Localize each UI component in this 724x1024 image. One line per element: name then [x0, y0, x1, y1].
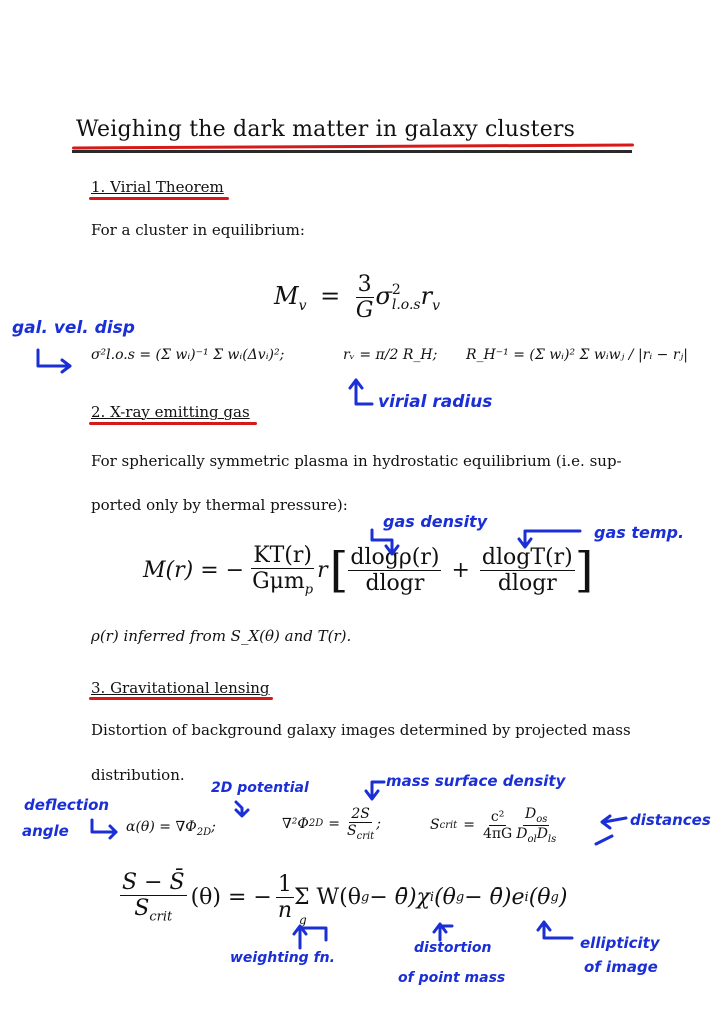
annotation-ellipticity: ellipticity [580, 934, 660, 952]
arrow-gas-temp [525, 531, 580, 545]
annotation-weighting-fn: weighting fn. [230, 950, 335, 966]
section-text-xray-2: ported only by thermal pressure): [91, 496, 348, 514]
section-heading-xray: 2. X-ray emitting gas [91, 403, 250, 421]
equation-scrit: S crit = $\frac{\text{c²}}{4\pi G}$ $\frac{D_{os}}{D_{ol}D_{ls}}$ [430, 806, 557, 845]
arrow-distances-2 [596, 836, 612, 844]
annotation-distortion: distortion [414, 940, 492, 956]
annotation-virial-radius: virial radius [378, 392, 493, 412]
equation-sigma-def: σ²l.o.s = (Σ wᵢ)⁻¹ Σ wᵢ(Δvᵢ)²; [91, 347, 285, 363]
equation-rh-def: R_H⁻¹ = (Σ wᵢ)² Σ wᵢwⱼ / |rᵢ − rⱼ| [466, 347, 688, 363]
section-text-lensing-2: distribution. [91, 766, 185, 784]
equation-deflection: $\alpha(\theta) = \nabla\Phi_{2D}$; [126, 819, 216, 838]
equation-virial-mass: $M_v$ = $\frac{3}{G}$ σ 2 l.o.s $r_v$ [274, 272, 441, 323]
section-heading-lensing: 3. Gravitational lensing [91, 679, 270, 697]
annotation-2d-potential: 2D potential [211, 780, 309, 796]
section-text-xray-1: For spherically symmetric plasma in hydrostatic equilibrium (i.e. sup- [91, 452, 622, 470]
annotation-vel-disp: gal. vel. disp [12, 318, 135, 338]
section-text-virial: For a cluster in equilibrium: [91, 221, 305, 239]
sum-under-index: g [299, 913, 307, 927]
annotation-of-point-mass: of point mass [398, 970, 506, 986]
equation-poisson: ∇²Φ 2D = $\frac{2S}{S_{crit}}$ ; [282, 806, 381, 842]
annotation-gas-density: gas density [383, 512, 488, 531]
equation-shear: $\frac{S - S̄}{S_{crit}}$ (θ) = − $\frac{1}{n}$ Σ W(θ g − θ̄)χ i (θ g − θ̄)e i (θ g ) [122, 870, 568, 925]
annotation-distances: distances [630, 811, 711, 829]
equation-rv-def: rᵥ = π/2 R_H; [343, 347, 438, 363]
section-text-lensing-1: Distortion of background galaxy images determined by projected mass [91, 721, 631, 739]
annotation-gas-temp: gas temp. [594, 523, 685, 542]
annotation-angle: angle [22, 822, 69, 840]
section-heading-virial: 1. Virial Theorem [91, 178, 224, 196]
equation-inferred: ρ(r) inferred from S_X(θ) and T(r). [91, 627, 352, 645]
equation-hydrostatic: M(r) = − $\frac{KT(r)}{G\mu m_p}$ r [ $\frac{dlog\rho(r)}{dlogr}$ + $\frac{dlogT(r)}{dlogr}$ ] [143, 542, 594, 599]
annotation-of-image: of image [584, 958, 658, 976]
annotation-deflection: deflection [24, 796, 110, 814]
annotation-mass-surface-density: mass surface density [386, 772, 566, 790]
page-title: Weighing the dark matter in galaxy clusters [76, 117, 576, 142]
